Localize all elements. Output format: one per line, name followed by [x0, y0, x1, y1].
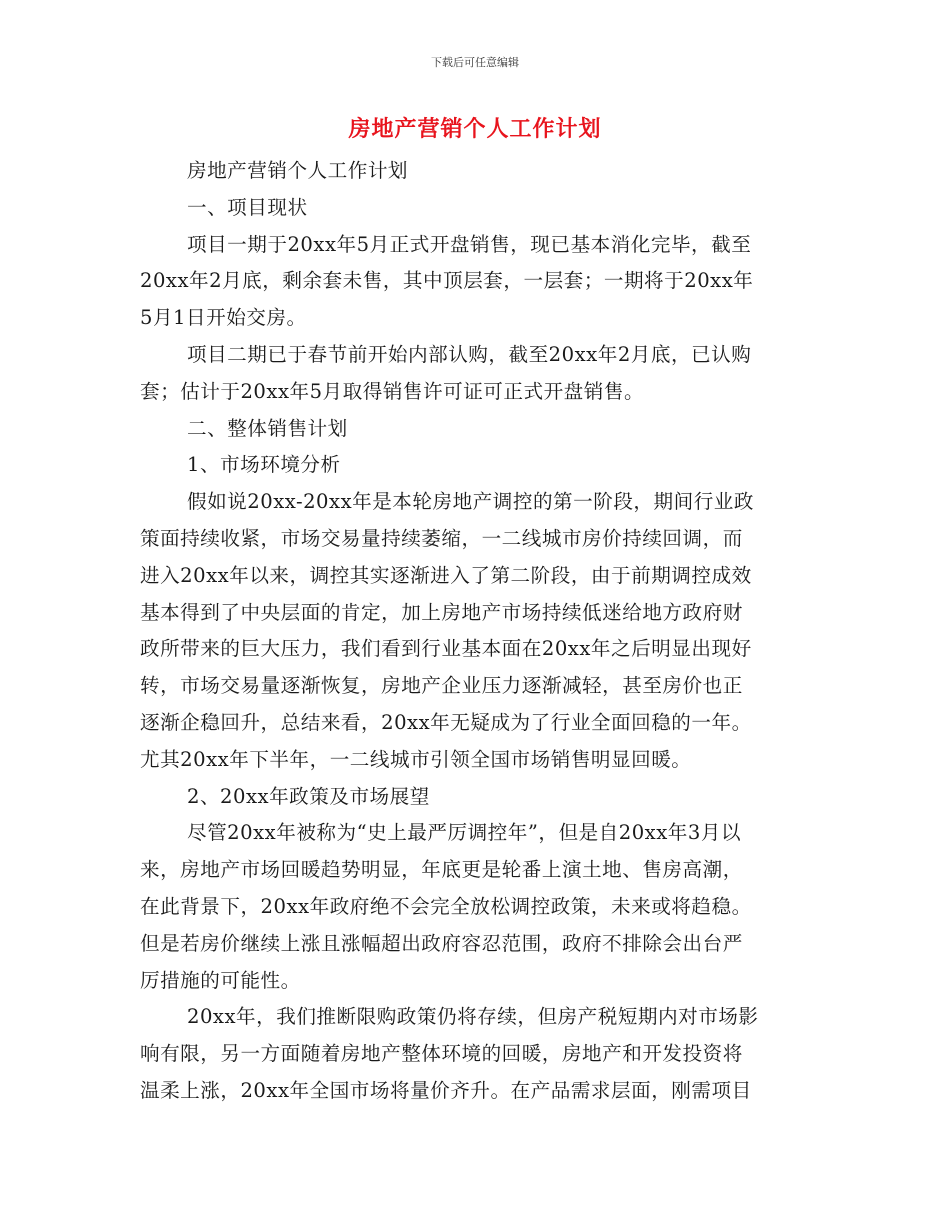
- text-line: 尽管20xx年被称为“史上最严厉调控年”，但是自20xx年3月以: [187, 821, 742, 845]
- text-line: 逐渐企稳回升，总结来看，20xx年无疑成为了行业全面回稳的一年。: [140, 710, 752, 734]
- text-line: 项目一期于20xx年5月正式开盘销售，现已基本消化完毕，截至: [187, 232, 752, 256]
- text-line: 套；估计于20xx年5月取得销售许可证可正式开盘销售。: [140, 379, 645, 403]
- text-line: 策面持续收紧，市场交易量持续萎缩，一二线城市房价持续回调，而: [140, 526, 743, 550]
- text-line: 政所带来的巨大压力，我们看到行业基本面在20xx年之后明显出现好: [140, 637, 752, 661]
- text-line: 温柔上涨，20xx年全国市场将量价齐升。在产品需求层面，刚需项目: [140, 1078, 752, 1102]
- text-line: 厉措施的可能性。: [140, 968, 301, 992]
- text-line: 20xx年2月底，剩余套未售，其中顶层套，一层套；一期将于20xx年: [140, 269, 754, 293]
- text-line: 在此背景下，20xx年政府绝不会完全放松调控政策，未来或将趋稳。: [140, 894, 752, 918]
- body-lines: [140, 153, 812, 1110]
- text-line: 房地产营销个人工作计划: [187, 159, 409, 182]
- text-line: 二、整体销售计划: [187, 416, 348, 440]
- text-line: 进入20xx年以来，调控其实逐渐进入了第二阶段，由于前期调控成效: [140, 563, 752, 587]
- text-line: 来，房地产市场回暖趋势明显，年底更是轮番上演土地、售房高潮，: [140, 858, 743, 882]
- text-line: 转，市场交易量逐渐恢复，房地产企业压力逐渐减轻，甚至房价也正: [140, 674, 743, 698]
- document-body: [140, 153, 812, 1110]
- text-line: 假如说20xx-20xx年是本轮房地产调控的第一阶段，期间行业政: [187, 490, 754, 514]
- text-line: 20xx年，我们推断限购政策仍将存续，但房产税短期内对市场影: [187, 1005, 759, 1029]
- text-line: 响有限，另一方面随着房地产整体环境的回暖，房地产和开发投资将: [140, 1042, 743, 1066]
- document-title: 房地产营销个人工作计划: [348, 117, 602, 142]
- header-note: 下载后可任意编辑: [431, 56, 519, 69]
- text-line: 2、20xx年政策及市场展望: [187, 784, 430, 808]
- text-line: 1、市场环境分析: [187, 453, 341, 477]
- text-line: 基本得到了中央层面的肯定，加上房地产市场持续低迷给地方政府财: [140, 600, 743, 624]
- text-line: 一、项目现状: [187, 195, 308, 219]
- text-line: 5月1日开始交房。: [140, 306, 307, 330]
- text-line: 尤其20xx年下半年，一二线城市引领全国市场销售明显回暖。: [140, 747, 692, 771]
- text-line: 项目二期已于春节前开始内部认购，截至20xx年2月底，已认购: [187, 342, 752, 366]
- text-line: 但是若房价继续上涨且涨幅超出政府容忍范围，政府不排除会出台严: [140, 931, 743, 955]
